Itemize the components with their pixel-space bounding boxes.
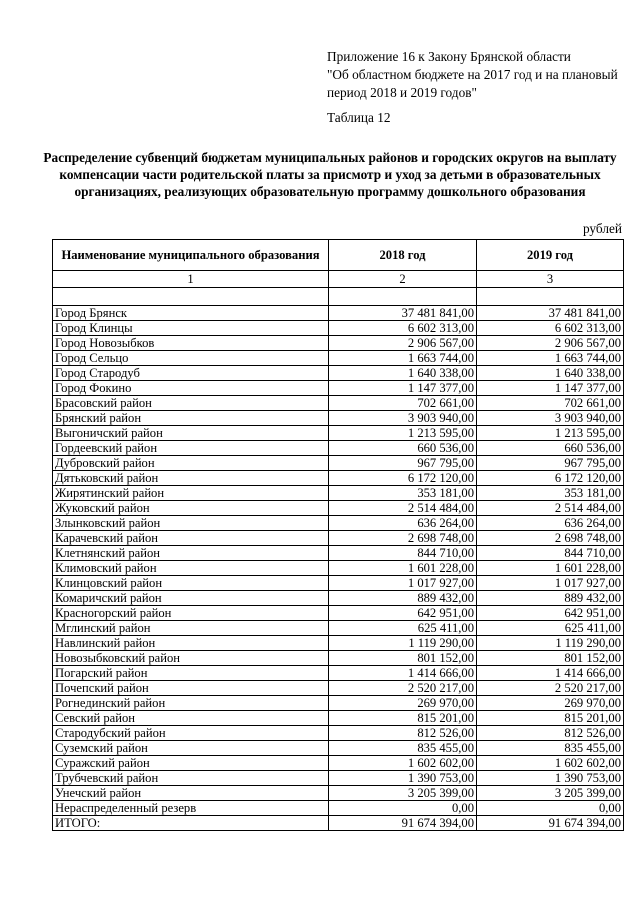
- amount-2018-cell: 636 264,00: [329, 516, 477, 531]
- amount-2019-cell: 269 970,00: [477, 696, 624, 711]
- table-row: [53, 426, 624, 441]
- amount-2019-cell: 812 526,00: [477, 726, 624, 741]
- title-line: компенсации части родительской платы за присмотр и уход за детьми в образовательных: [59, 167, 601, 182]
- amount-2018-cell: 1 601 228,00: [329, 561, 477, 576]
- municipality-name-cell: Почепский район: [53, 681, 329, 696]
- table-row: [53, 306, 624, 321]
- header-2018: 2018 год: [329, 240, 477, 271]
- table-row: [53, 666, 624, 681]
- table-row: [53, 591, 624, 606]
- municipality-name-cell: Город Новозыбков: [53, 336, 329, 351]
- table-row: [53, 636, 624, 651]
- municipality-name-cell: Клинцовский район: [53, 576, 329, 591]
- amount-2018-cell: 1 663 744,00: [329, 351, 477, 366]
- table-row: [53, 576, 624, 591]
- amount-2019-cell: 967 795,00: [477, 456, 624, 471]
- amount-2019-cell: 1 147 377,00: [477, 381, 624, 396]
- amount-2018-cell: 642 951,00: [329, 606, 477, 621]
- amount-2019-cell: 801 152,00: [477, 651, 624, 666]
- municipality-name-cell: Дятьковский район: [53, 471, 329, 486]
- amount-2019-cell: 0,00: [477, 801, 624, 816]
- amount-2019-cell: 660 536,00: [477, 441, 624, 456]
- amount-2018-cell: 1 640 338,00: [329, 366, 477, 381]
- amount-2018-cell: 801 152,00: [329, 651, 477, 666]
- subsidy-table: [52, 239, 624, 831]
- amount-2019-cell: 3 903 940,00: [477, 411, 624, 426]
- table-row: [53, 381, 624, 396]
- municipality-name-cell: Город Сельцо: [53, 351, 329, 366]
- table-row: [53, 366, 624, 381]
- table-row: [53, 651, 624, 666]
- table-row: [53, 801, 624, 816]
- table-body: [53, 240, 624, 831]
- amount-2019-cell: 2 698 748,00: [477, 531, 624, 546]
- amount-2019-cell: 6 172 120,00: [477, 471, 624, 486]
- table-row: [53, 561, 624, 576]
- amount-2019-cell: 815 201,00: [477, 711, 624, 726]
- amount-2018-cell: 1 017 927,00: [329, 576, 477, 591]
- amount-2018-cell: 1 390 753,00: [329, 771, 477, 786]
- amount-2018-cell: 1 414 666,00: [329, 666, 477, 681]
- table-row: [53, 441, 624, 456]
- table-row: [53, 456, 624, 471]
- municipality-name-cell: Жирятинский район: [53, 486, 329, 501]
- amount-2019-cell: 1 213 595,00: [477, 426, 624, 441]
- amount-2018-cell: 1 602 602,00: [329, 756, 477, 771]
- amount-2018-cell: 625 411,00: [329, 621, 477, 636]
- municipality-name-cell: Жуковский район: [53, 501, 329, 516]
- amount-2019-cell: 1 640 338,00: [477, 366, 624, 381]
- municipality-name-cell: Стародубский район: [53, 726, 329, 741]
- amount-2018-cell: 91 674 394,00: [329, 816, 477, 831]
- municipality-name-cell: Мглинский район: [53, 621, 329, 636]
- amount-2019-cell: 2 906 567,00: [477, 336, 624, 351]
- amount-2019-cell: 835 455,00: [477, 741, 624, 756]
- municipality-name-cell: Красногорский район: [53, 606, 329, 621]
- municipality-name-cell: Город Клинцы: [53, 321, 329, 336]
- table-row: [53, 741, 624, 756]
- total-row: [53, 816, 624, 831]
- amount-2019-cell: 2 514 484,00: [477, 501, 624, 516]
- table-row: [53, 771, 624, 786]
- amount-2019-cell: 889 432,00: [477, 591, 624, 606]
- municipality-name-cell: Город Брянск: [53, 306, 329, 321]
- table-label: Таблица 12: [327, 110, 391, 125]
- amount-2019-cell: 1 017 927,00: [477, 576, 624, 591]
- amount-2018-cell: 0,00: [329, 801, 477, 816]
- appendix-line: "Об областном бюджете на 2017 год и на плановый: [327, 67, 618, 82]
- title-line: Распределение субвенций бюджетам муниципальных районов и городских округов на выплату: [43, 150, 617, 165]
- document-title: [40, 149, 620, 200]
- amount-2019-cell: 91 674 394,00: [477, 816, 624, 831]
- amount-2018-cell: 353 181,00: [329, 486, 477, 501]
- table-row: [53, 711, 624, 726]
- municipality-name-cell: Город Фокино: [53, 381, 329, 396]
- table-row: [53, 726, 624, 741]
- municipality-name-cell: Суражский район: [53, 756, 329, 771]
- municipality-name-cell: Клетнянский район: [53, 546, 329, 561]
- amount-2019-cell: 844 710,00: [477, 546, 624, 561]
- amount-2018-cell: 2 520 217,00: [329, 681, 477, 696]
- amount-2019-cell: 353 181,00: [477, 486, 624, 501]
- amount-2019-cell: 6 602 313,00: [477, 321, 624, 336]
- municipality-name-cell: Трубчевский район: [53, 771, 329, 786]
- amount-2019-cell: 1 414 666,00: [477, 666, 624, 681]
- municipality-name-cell: Комаричский район: [53, 591, 329, 606]
- table-row: [53, 756, 624, 771]
- municipality-name-cell: Навлинский район: [53, 636, 329, 651]
- table-header-row: [53, 240, 624, 271]
- header-municipality: Наименование муниципального образования: [53, 240, 329, 271]
- municipality-name-cell: Карачевский район: [53, 531, 329, 546]
- amount-2019-cell: 1 390 753,00: [477, 771, 624, 786]
- amount-2018-cell: 1 119 290,00: [329, 636, 477, 651]
- amount-2018-cell: 1 213 595,00: [329, 426, 477, 441]
- amount-2019-cell: 642 951,00: [477, 606, 624, 621]
- amount-2018-cell: 1 147 377,00: [329, 381, 477, 396]
- spacer-row: [53, 288, 624, 306]
- amount-2019-cell: 636 264,00: [477, 516, 624, 531]
- amount-2019-cell: 1 663 744,00: [477, 351, 624, 366]
- table-row: [53, 336, 624, 351]
- municipality-name-cell: Севский район: [53, 711, 329, 726]
- municipality-name-cell: Брасовский район: [53, 396, 329, 411]
- table-row: [53, 501, 624, 516]
- amount-2018-cell: 889 432,00: [329, 591, 477, 606]
- amount-2019-cell: 37 481 841,00: [477, 306, 624, 321]
- table-row: [53, 696, 624, 711]
- title-line: организациях, реализующих образовательную программу дошкольного образования: [74, 184, 586, 199]
- amount-2018-cell: 2 514 484,00: [329, 501, 477, 516]
- amount-2019-cell: 1 119 290,00: [477, 636, 624, 651]
- amount-2018-cell: 2 698 748,00: [329, 531, 477, 546]
- header-2019: 2019 год: [477, 240, 624, 271]
- table-row: [53, 531, 624, 546]
- table-row: [53, 396, 624, 411]
- amount-2018-cell: 2 906 567,00: [329, 336, 477, 351]
- unit-label: рублей: [582, 221, 622, 236]
- table-row: [53, 351, 624, 366]
- municipality-name-cell: Город Стародуб: [53, 366, 329, 381]
- table-row: [53, 486, 624, 501]
- amount-2018-cell: 844 710,00: [329, 546, 477, 561]
- municipality-name-cell: Выгоничский район: [53, 426, 329, 441]
- table-row: [53, 516, 624, 531]
- amount-2018-cell: 3 205 399,00: [329, 786, 477, 801]
- municipality-name-cell: Новозыбковский район: [53, 651, 329, 666]
- municipality-name-cell: Злынковский район: [53, 516, 329, 531]
- amount-2018-cell: 6 602 313,00: [329, 321, 477, 336]
- municipality-name-cell: Брянский район: [53, 411, 329, 426]
- municipality-name-cell: Гордеевский район: [53, 441, 329, 456]
- amount-2018-cell: 702 661,00: [329, 396, 477, 411]
- municipality-name-cell: Рогнединский район: [53, 696, 329, 711]
- column-number: 2: [329, 271, 477, 288]
- amount-2018-cell: 6 172 120,00: [329, 471, 477, 486]
- table-row: [53, 546, 624, 561]
- municipality-name-cell: Унечский район: [53, 786, 329, 801]
- table-row: [53, 606, 624, 621]
- appendix-line: Приложение 16 к Закону Брянской области: [327, 49, 571, 64]
- amount-2018-cell: 812 526,00: [329, 726, 477, 741]
- municipality-name-cell: Суземский район: [53, 741, 329, 756]
- amount-2018-cell: 835 455,00: [329, 741, 477, 756]
- municipality-name-cell: Погарский район: [53, 666, 329, 681]
- table-row: [53, 471, 624, 486]
- municipality-name-cell: Дубровский район: [53, 456, 329, 471]
- appendix-reference: [327, 48, 627, 102]
- amount-2019-cell: 625 411,00: [477, 621, 624, 636]
- amount-2018-cell: 967 795,00: [329, 456, 477, 471]
- amount-2018-cell: 3 903 940,00: [329, 411, 477, 426]
- amount-2019-cell: 3 205 399,00: [477, 786, 624, 801]
- appendix-line: период 2018 и 2019 годов": [327, 85, 477, 100]
- table-row: [53, 681, 624, 696]
- table-row: [53, 411, 624, 426]
- amount-2019-cell: 1 601 228,00: [477, 561, 624, 576]
- amount-2018-cell: 269 970,00: [329, 696, 477, 711]
- column-number: 3: [477, 271, 624, 288]
- amount-2019-cell: 1 602 602,00: [477, 756, 624, 771]
- amount-2018-cell: 815 201,00: [329, 711, 477, 726]
- municipality-name-cell: Нераспределенный резерв: [53, 801, 329, 816]
- amount-2018-cell: 660 536,00: [329, 441, 477, 456]
- column-number-row: [53, 271, 624, 288]
- municipality-name-cell: ИТОГО:: [53, 816, 329, 831]
- amount-2019-cell: 702 661,00: [477, 396, 624, 411]
- amount-2018-cell: 37 481 841,00: [329, 306, 477, 321]
- municipality-name-cell: Климовский район: [53, 561, 329, 576]
- table-row: [53, 321, 624, 336]
- table-row: [53, 621, 624, 636]
- table-row: [53, 786, 624, 801]
- amount-2019-cell: 2 520 217,00: [477, 681, 624, 696]
- column-number: 1: [53, 271, 329, 288]
